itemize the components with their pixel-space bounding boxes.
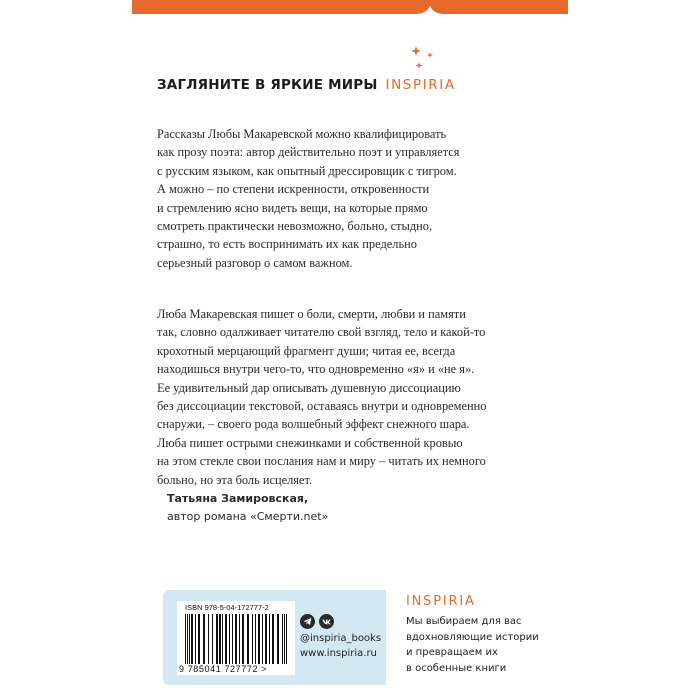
barcode-bar bbox=[232, 614, 233, 664]
headline-brand: INSPIRIA bbox=[385, 77, 456, 93]
text-line: с русским языком, как опытный дрессировщик с тигром. bbox=[157, 163, 457, 178]
barcode-bar bbox=[262, 614, 263, 664]
barcode bbox=[177, 601, 295, 675]
barcode-bar bbox=[203, 614, 205, 664]
headline bbox=[157, 77, 456, 93]
text-line: Рассказы Любы Макаревской можно квалифицировать bbox=[157, 127, 447, 141]
barcode-bar bbox=[255, 614, 256, 664]
social-links bbox=[300, 612, 338, 630]
text-line: снаружи, – своего рода волшебный эффект снежного шара. bbox=[157, 417, 470, 432]
barcode-bar bbox=[187, 614, 188, 664]
barcode-bar bbox=[189, 614, 190, 664]
barcode-bar bbox=[258, 614, 260, 664]
tagline-line: и превращаем их bbox=[406, 647, 498, 658]
barcode-bar bbox=[216, 614, 218, 664]
isbn-info-panel bbox=[163, 590, 386, 685]
text-line: смотреть практически невозможно, больно, стыдно, bbox=[157, 219, 433, 234]
top-accent-band bbox=[132, 0, 568, 20]
text-line: А можно – по степени искренности, откровенности bbox=[157, 182, 430, 197]
barcode-bar bbox=[265, 614, 267, 664]
barcode-bar bbox=[239, 614, 240, 664]
barcode-bar bbox=[195, 614, 196, 664]
barcode-bar bbox=[208, 614, 209, 664]
barcode-bar bbox=[272, 614, 274, 664]
text-line: находишься внутри чего-то, что одновременно «я» и «не я». bbox=[157, 362, 475, 377]
publisher-tagline bbox=[406, 614, 539, 676]
barcode-bar bbox=[242, 614, 244, 664]
tagline-line: Мы выбираем для вас bbox=[406, 616, 522, 627]
author-role: автор романа «Смерти.net» bbox=[167, 510, 329, 523]
text-line: Люба пишет острыми снежинками и собственной кровью bbox=[157, 435, 463, 450]
barcode-bar bbox=[191, 614, 193, 664]
text-line: больно, но эта боль исцеляет. bbox=[157, 472, 313, 487]
barcode-bar bbox=[185, 614, 186, 664]
barcode-bar bbox=[198, 614, 200, 664]
author-name: Татьяна Замировская, bbox=[167, 492, 309, 505]
barcode-bar bbox=[247, 614, 249, 664]
book-back-cover bbox=[132, 0, 568, 700]
barcode-bar bbox=[252, 614, 253, 664]
text-line: крохотный мерцающий фрагмент души; читая ее, всегда bbox=[157, 343, 456, 358]
quote-attribution bbox=[167, 490, 328, 526]
barcode-bar bbox=[277, 614, 279, 664]
text-line: на этом стекле свои послания нам и миру – читать их немного bbox=[157, 454, 486, 469]
barcode-bar bbox=[225, 614, 227, 664]
barcode-bar bbox=[282, 614, 283, 664]
text-line: Ее удивительный дар описывать душевную диссоциацию bbox=[157, 380, 461, 395]
quote-paragraph-2 bbox=[157, 305, 527, 489]
text-line: страшно, то есть воспринимать их как предельно bbox=[157, 237, 417, 252]
barcode-bar bbox=[229, 614, 230, 664]
barcode-bar bbox=[284, 614, 285, 664]
text-line: как прозу поэта: автор действительно поэт и управляется bbox=[157, 145, 460, 160]
barcode-bar bbox=[219, 614, 221, 664]
barcode-bar bbox=[222, 614, 223, 664]
text-line: Люба Макаревская пишет о боли, смерти, любви и памяти bbox=[157, 307, 466, 321]
headline-text: ЗАГЛЯНИТЕ В ЯРКИЕ МИРЫ bbox=[157, 77, 378, 93]
text-line: серьезный разговор о самом важном. bbox=[157, 255, 353, 270]
barcode-bar bbox=[212, 614, 213, 664]
sparkles-icon bbox=[410, 44, 440, 72]
text-line: без диссоциации текстовой, оставаясь внутри и одновременно bbox=[157, 399, 487, 414]
barcode-bars bbox=[185, 614, 287, 664]
tagline-line: в особенные книги bbox=[406, 662, 507, 674]
telegram-icon[interactable] bbox=[300, 614, 315, 629]
quote-paragraph-1 bbox=[157, 125, 527, 272]
isbn-number: ISBN 978-5-04-172777-2 bbox=[185, 603, 269, 612]
tagline-line: вдохновляющие истории bbox=[406, 631, 539, 643]
text-line: и стремлению ясно видеть вещи, на которые прямо bbox=[157, 200, 428, 215]
vk-icon[interactable] bbox=[319, 614, 334, 629]
barcode-bar bbox=[235, 614, 237, 664]
text-line: так, словно одалживает читателю свой взгляд, тело и какой-то bbox=[157, 325, 486, 340]
website-link[interactable]: www.inspiria.ru bbox=[300, 648, 377, 659]
social-handle[interactable]: @inspiria_books bbox=[300, 633, 382, 644]
barcode-bar bbox=[269, 614, 270, 664]
barcode-bar bbox=[286, 614, 287, 664]
barcode-number: 9 785041 727772 > bbox=[179, 664, 268, 674]
publisher-brand: INSPIRIA bbox=[406, 594, 476, 609]
